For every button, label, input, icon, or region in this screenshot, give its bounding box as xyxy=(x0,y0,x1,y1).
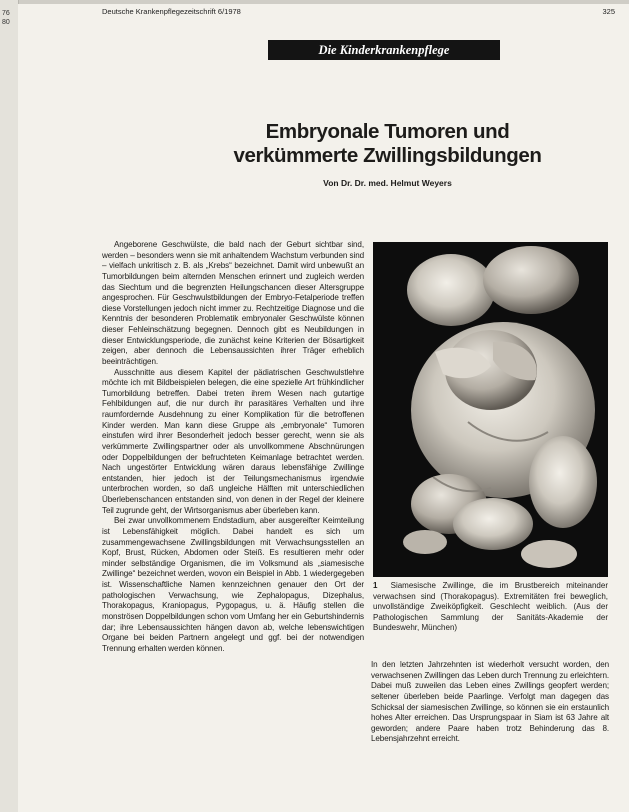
conjoined-twins-photo xyxy=(373,242,608,577)
title-line-1: Embryonale Tumoren und xyxy=(265,120,510,143)
title-line-2: verkümmerte Zwillingsbildungen xyxy=(233,144,542,167)
figure-photo xyxy=(373,242,608,577)
paragraph: Angeborene Geschwülste, die bald nach der Geburt sichtbar sind, werden – besonders wenn sie mit anhaltendem Wachstum verbunden sind – vielfach unkritisch z. B. als „Krebs“ bezeichnet. Damit wird unbewußt an Tumorbildungen beim alternden Menschen erinnert und zugleich werden das Siechtum und die begrenzten Heilungschancen dieser Altersgruppe angesprochen. Für Geschwulstbildungen der Embryo-Fetalperiode treffen diese Vorstellungen jedoch nicht immer zu. Rechtzeitige Diagnose und die Kenntnis der besonderen Problematik embryonaler Geschwülste können dieser Fehleinschätzung begegnen. Dennoch gibt es Neubildungen in dieser Entwicklungsperiode, die zunächst keine Kriterien der Bösartigkeit zeigen, aber dennoch die Lebensaussichten ihrer Träger erheblich beeinträchtigen. xyxy=(102,240,364,366)
body-column-left xyxy=(102,240,364,654)
margin-mark: 76 xyxy=(2,10,10,17)
section-banner: Die Kinderkrankenpflege xyxy=(268,40,500,60)
figure-number: 1 xyxy=(373,581,378,590)
margin-mark: 80 xyxy=(2,19,10,26)
paragraph: Bei zwar unvollkommenem Endstadium, aber ausgereifter Keimteilung ist Lebensfähigkeit möglich. Dabei handelt es sich um zusammengewachsene Zwillingsbildungen mit Verwachsungsstellen an Kopf, Brust, Rücken, Abdomen oder Steiß. Es resultieren mehr oder minder selbständige Organismen, die im Volksmund als „siamesische Zwillinge“ bezeichnet werden, wovon ein Beispiel in Abb. 1 wiedergegeben ist. Wissenschaftliche Namen kennzeichnen genauer den Ort der pathologischen Verwachsung, wie Zephalopagus, Dizephalus, Thorakopagus, Kraniopagus, Pygopagus, u. ä. Häufig stellen die monströsen Doppelbildungen schon vom Umfang her ein Geburtshindernis dar; ihre Lebensaussichten hängen davon ab, welche lebenswichtigen Organe bei beiden Partnern angelegt und ggf. bei der notwendigen Trennung erhalten werden können. xyxy=(102,516,364,653)
page-number: 325 xyxy=(602,7,615,16)
paragraph: In den letzten Jahrzehnten ist wiederholt versucht worden, den verwachsenen Zwillingen das Leben durch Trennung zu erleichtern. Dabei muß zuweilen das Leben eines Zwillings geopfert werden; seltener überleben beide Paarlinge. Verfolgt man dagegen das Schicksal der siamesischen Zwillinge, so können sie ein erstaunlich hohes Alter erreichen. Das Ursprungspaar in Siam ist 63 Jahre alt geworden; andere Paare haben trotz Behinderung das 8. Lebensjahrzehnt erreicht. xyxy=(371,660,609,744)
caption-text: Siamesische Zwillinge, die im Brustbereich miteinander verwachsen sind (Thorakopagus). Extremitäten frei beweglich, unvollständige Zweiköpfigkeit. Geschlecht weiblich. (Aus der Pathologischen Sammlung der Sanitäts-Akademie der Bundeswehr, München) xyxy=(373,581,608,632)
running-head: Deutsche Krankenpflegezeitschrift 6/1978 xyxy=(102,7,241,16)
body-column-right xyxy=(371,660,609,745)
article-title xyxy=(180,120,595,168)
author-byline: Von Dr. Dr. med. Helmut Weyers xyxy=(323,178,452,188)
paragraph: Ausschnitte aus diesem Kapitel der pädiatrischen Geschwulstlehre möchte ich mit Bildbeispielen belegen, die eine spezielle Art frühkindlicher Tumorbildung betreffen. Dabei treten ihrem Wesen nach gutartige Fehlbildungen auf, die nur durch ihr parasitäres Verhalten und ihre raumfordernde Ausdehnung zu einer Komplikation für die betroffenen Kinder werden. Man kann diese Gruppe als „embryonale“ Tumoren einstufen wird ihrer Besonderheit jedoch besser gerecht, wenn sie als verkümmerte Zwillingspartner oder als unvollkommene Abschnürungen oder Doppelbildungen der befruchteten Keimanlage betrachtet werden. Nach ungestörter Entwicklung wären daraus lebensfähige Zwillinge entstanden, hier jedoch ist der Teilungsmechanismus irgendwie unterbrochen worden, so daß ungleiche Hälften mit unterschiedlichen Überlebenschancen entstanden sind, von denen in der Regel der kleinere Teil zugrunde geht, der Wirtsorganismus aber überleben kann. xyxy=(102,367,364,515)
figure-caption xyxy=(373,581,608,634)
binding-edge xyxy=(0,0,19,812)
